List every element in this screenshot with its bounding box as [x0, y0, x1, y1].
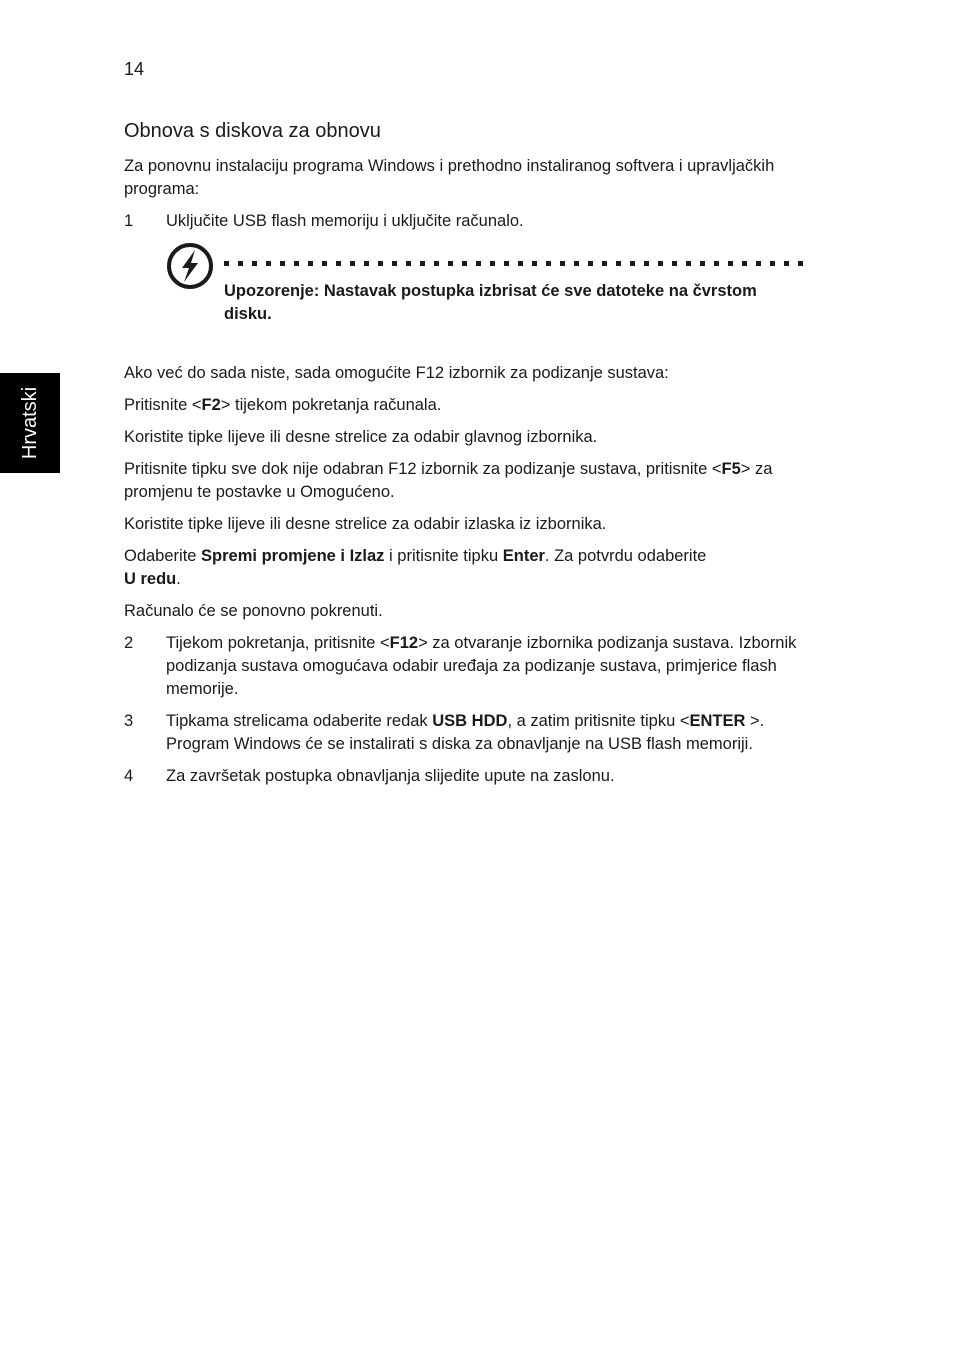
step-text: Za završetak postupka obnavljanja slijedite upute na zaslonu.: [166, 767, 615, 785]
paragraph-press-f5: Pritisnite tipku sve dok nije odabran F12 izbornik za podizanje sustava, pritisnite <F5> za promjenu te postavke u Omogućeno.: [124, 460, 773, 501]
step-number: 3: [124, 712, 134, 730]
section-title: Obnova s diskova za obnovu: [124, 120, 381, 142]
key-f5: F5: [721, 460, 741, 478]
paragraph-save-exit: Odaberite Spremi promjene i Izlaz i pritisnite tipku Enter. Za potvrdu odaberite U redu.: [124, 547, 707, 588]
step-text: Tipkama strelicama odaberite redak USB HDD, a zatim pritisnite tipku <ENTER >. Program Windows će se instalirati s diska za obnavljanje na USB flash memoriji.: [166, 712, 765, 753]
warning-text: Upozorenje: Nastavak postupka izbrisat će sve datoteke na čvrstom disku.: [224, 282, 757, 323]
step-text: Uključite USB flash memoriju i uključite računalo.: [166, 212, 524, 230]
page-content: [124, 118, 814, 797]
step-4: [124, 765, 814, 788]
paragraph-press-f2: Pritisnite <F2> tijekom pokretanja računala.: [124, 396, 442, 414]
key-f2: F2: [201, 396, 221, 414]
step-number: 2: [124, 634, 134, 652]
step-1: [124, 210, 814, 233]
step-3: [124, 710, 814, 756]
key-enter-step: ENTER: [689, 712, 746, 730]
step-number: 1: [124, 212, 134, 230]
step-2: [124, 632, 814, 701]
warning-dotted-divider: [224, 261, 812, 266]
lightning-warning-icon: [166, 242, 214, 290]
step-text: Tijekom pokretanja, pritisnite <F12> za otvaranje izbornika podizanja sustava. Izbornik podizanja sustava omogućava odabir uređaja za podizanje sustava, primjerice flash memorije.: [166, 634, 797, 698]
page-number: 14: [124, 59, 145, 79]
intro-paragraph: Za ponovnu instalaciju programa Windows i prethodno instaliranog softvera i upravljačkih programa:: [124, 157, 775, 198]
key-f12: F12: [389, 634, 419, 652]
paragraph-restart: Računalo će se ponovno pokrenuti.: [124, 602, 383, 620]
paragraph-enable-f12: Ako već do sada niste, sada omogućite F12 izbornik za podizanje sustava:: [124, 364, 669, 382]
key-enter: Enter: [502, 547, 545, 565]
button-ok: U redu: [124, 570, 177, 588]
step-number: 4: [124, 767, 134, 785]
option-usb-hdd: USB HDD: [432, 712, 508, 730]
language-side-tab: [0, 373, 60, 473]
menu-save-exit: Spremi promjene i Izlaz: [201, 547, 385, 565]
side-tab-label: Hrvatski: [19, 386, 41, 460]
warning-box: [166, 242, 814, 332]
paragraph-main-menu: Koristite tipke lijeve ili desne strelice za odabir glavnog izbornika.: [124, 428, 598, 446]
paragraph-exit-menu: Koristite tipke lijeve ili desne strelice za odabir izlaska iz izbornika.: [124, 515, 607, 533]
